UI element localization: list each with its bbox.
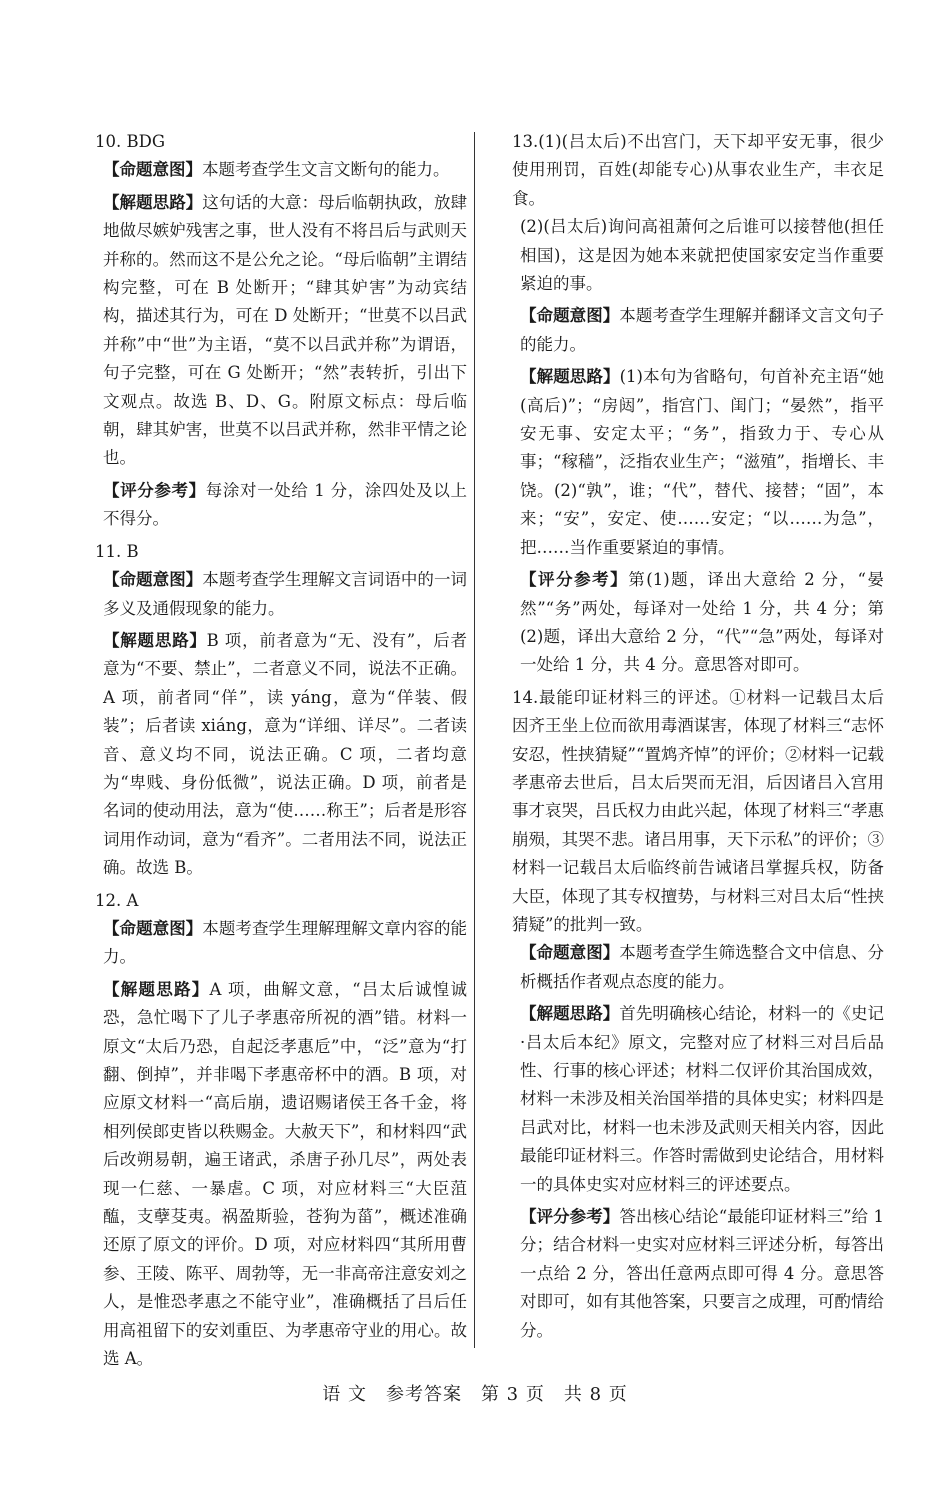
right-column: [512, 128, 884, 1349]
section-scoring: [95, 477, 467, 534]
section-tag: 【命题意图】: [520, 306, 620, 326]
section-text: 首先明确核心结论，材料一的《史记·吕太后本纪》原文，完整对应了材料三对吕后品性、行事的核心评述；材料二仅评价其治国成效，材料一未涉及相关治国举措的具体史实；材料四是吕武对比，材料一也未涉及武则天相关内容，因此最能印证材料三。作答时需做到史论结合，用材料一的具体史实对应材料三的评述要点。: [520, 1004, 885, 1194]
section-intent: [95, 156, 467, 184]
section-tag: 【评分参考】: [520, 570, 629, 590]
section-tag: 【命题意图】: [103, 570, 203, 590]
section-approach: [512, 363, 884, 562]
question-number: 13.: [512, 132, 539, 151]
section-intent: [95, 566, 467, 623]
question-number: 14.: [512, 687, 539, 707]
section-text: A 项，曲解文意，“吕太后诚惶诚恐，急忙喝下了儿子孝惠帝所祝的酒”错。材料一原文“太后乃恐，自起泛孝惠卮”中，“泛”意为“打翻、倒掉”，并非喝下孝惠帝杯中的酒。B 项，对应原文材料一“高后崩，遗诏赐诸侯王各千金，将相列侯郎吏皆以秩赐金。大赦天下”，和材料四“武后改朔易朝，遍王诸武，杀唐子孙几尽”，两处表现一仁慈、一暴虐。C 项，对应材料三“大臣菹醢，支孽芟夷。祸盈斯验，苍狗为菑”，概述准确还原了原文的评价。D 项，对应材料四“其所用曹参、王陵、陈平、周勃等，无一非高帝注意安刘之人，是惟恐孝惠之不能守业”，准确概括了吕后任用高祖留下的安刘重臣、为孝惠帝守业的用心。故选 A。: [103, 979, 467, 1369]
section-tag: 【命题意图】: [103, 918, 203, 938]
section-tag: 【评分参考】: [103, 480, 206, 500]
question-14: [512, 684, 884, 1345]
section-text: 本题考查学生筛选整合文中信息、分析概括作者观点态度的能力。: [520, 943, 885, 991]
page-footer: 语 文 参考答案 第 3 页 共 8 页: [322, 1384, 628, 1405]
section-text: 本题考查学生理解理解文章内容的能力。: [103, 918, 468, 967]
section-tag: 【命题意图】: [103, 160, 202, 180]
section-tag: 【解题思路】: [520, 367, 620, 387]
answer-part-1: (1)(吕太后)不出宫门，天下却平安无事，很少使用刑罚，百姓(却能专心)从事农业生产，丰衣足食。: [512, 132, 884, 208]
section-text: 每涂对一处给 1 分，涂四处及以上不得分。: [103, 480, 467, 529]
section-tag: 【评分参考】: [520, 1207, 620, 1227]
section-intent: [512, 939, 884, 996]
section-scoring: [512, 1203, 884, 1345]
section-approach: [512, 1000, 884, 1199]
section-tag: 【命题意图】: [520, 943, 620, 963]
question-number: 11.: [95, 541, 122, 561]
section-text: 本题考查学生理解文言词语中的一词多义及通假现象的能力。: [103, 570, 468, 618]
question-number: 12.: [95, 890, 122, 910]
section-tag: 【解题思路】: [520, 1004, 620, 1024]
question-number: 10.: [95, 132, 122, 151]
section-scoring: [512, 566, 884, 680]
question-12: [95, 887, 467, 1374]
section-text: 答出核心结论“最能印证材料三”给 1 分；结合材料一史实对应材料三评述分析，每答出一点给 2 分，答出任意两点即可得 4 分。意思答对即可，如有其他答案，只要言之成理，可酌情给分。: [520, 1207, 884, 1340]
column-divider: [474, 132, 475, 1348]
question-answer: A: [126, 890, 139, 910]
question-answer: B: [126, 541, 139, 561]
question-answer: BDG: [126, 132, 166, 151]
section-text: 这句话的大意：母后临朝执政，放肆地做尽嫉妒残害之事，世人没有不将吕后与武则天并称的。然而这不是公允之论。“母后临朝”主谓结构完整，可在 B 处断开；“肆其妒害”为动宾结构，描述其行为，可在 D 处断开；“世莫不以吕武并称”中“世”为主语，“莫不以吕武并称”为谓语，句子完整，可在 G 处断开；“然”表转折，引出下文观点。故选 B、D、G。附原文标点：母后临朝，肆其妒害，世莫不以吕武并称，然非平情之论也。: [103, 192, 468, 468]
question-answer: 最能印证材料三的评述。①材料一记载吕太后因齐王坐上位而欲用毒酒谋害，体现了材料三“志怀安忍，性挟猜疑”“置鸩齐悼”的评价；②材料一记载孝惠帝去世后，吕太后哭而无泪，后因诸吕入宫用事才哀哭，吕氏权力由此兴起，体现了材料三“孝惠崩殒，其哭不悲。诸吕用事，天下示私”的评价；③材料一记载吕太后临终前告诫诸吕掌握兵权，防备大臣，体现了其专权擅势，与材料三对吕太后“性挟猜疑”的批判一致。: [512, 687, 884, 934]
section-tag: 【解题思路】: [103, 979, 210, 999]
left-column: [95, 128, 467, 1377]
question-13: [512, 128, 884, 680]
section-text: B 项，前者意为“无、没有”，后者意为“不要、禁止”，二者意义不同，说法不正确。A 项，前者同“佯”，读 yáng，意为“佯装、假装”；后者读 xiáng，意为“详细、详尽”。二者读音、意义均不同，说法正确。C 项，二者均意为“卑贱、身份低微”，说法正确。D 项，前者是名词的使动用法，意为“使……称王”；后者是形容词用作动词，意为“看齐”。二者用法不同，说法正确。故选 B。: [103, 630, 468, 878]
section-text: (1)本句为省略句，句首补充主语“她(高后)”；“房闼”，指宫门、闺门；“晏然”，指平安无事、安定太平；“务”，指致力于、专心从事；“稼穑”，泛指农业生产；“滋殖”，指增长、丰饶。(2)“孰”，谁；“代”，替代、接替；“固”，本来；“安”，安定、使……安定；“以……为急”，把……当作重要紧迫的事情。: [520, 367, 884, 557]
section-intent: [512, 302, 884, 359]
answer-part-text: (2)(吕太后)询问高祖萧何之后谁可以接替他(担任相国)，这是因为她本来就把使国家安定当作重要紧迫的事。: [520, 217, 884, 294]
section-tag: 【解题思路】: [103, 630, 207, 650]
section-tag: 【解题思路】: [103, 192, 203, 212]
section-approach: [95, 627, 467, 883]
section-approach: [95, 976, 467, 1374]
question-10: [95, 128, 467, 534]
question-11: [95, 538, 467, 883]
section-intent: [95, 915, 467, 972]
section-text: 本题考查学生文言文断句的能力。: [202, 160, 450, 180]
answer-part-2: [512, 213, 884, 298]
section-text: 第(1)题，译出大意给 2 分，“晏然”“务”两处，每译对一处给 1 分，共 4 分；第(2)题，译出大意给 2 分，“代”“急”两处，每译对一处给 1 分，共 4 分。意思答对即可。: [520, 570, 885, 675]
section-approach: [95, 189, 467, 473]
section-text: 本题考查学生理解并翻译文言文句子的能力。: [520, 306, 885, 354]
